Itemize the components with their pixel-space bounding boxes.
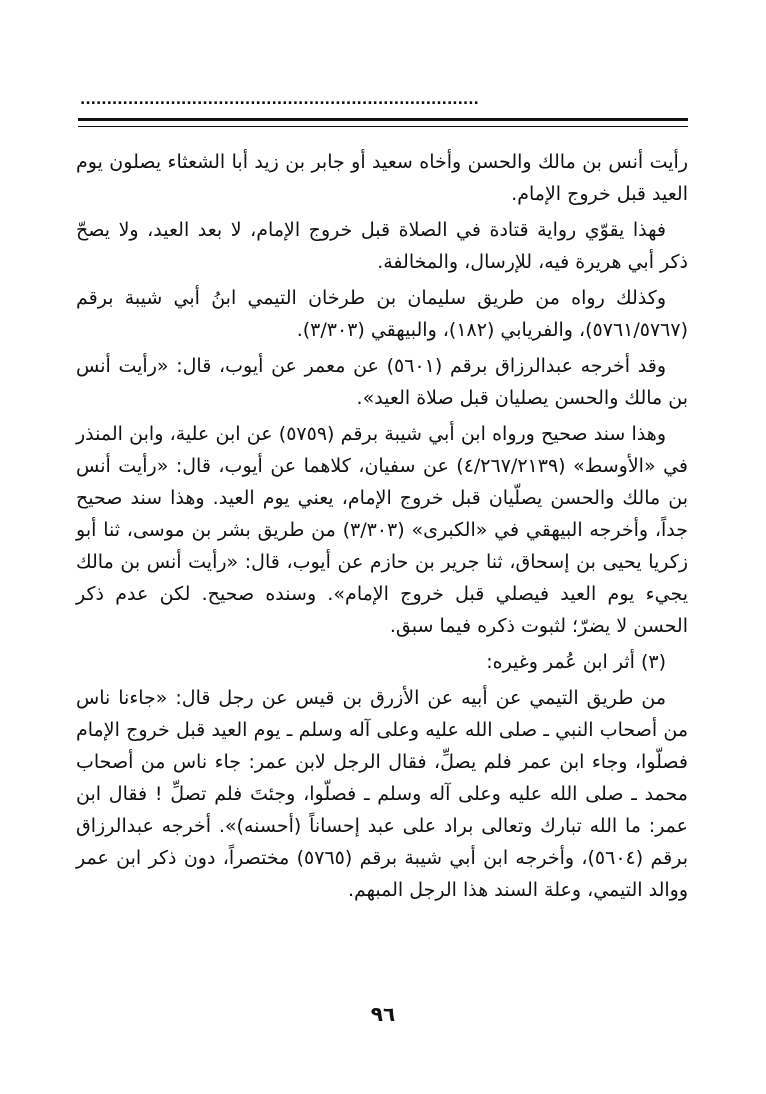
paragraph-sanad: وهذا سند صحيح ورواه ابن أبي شيبة برقم (٥٧٥٩) عن ابن علية، وابن المنذر في «الأوسط» (٤/٢٦٧/٢١٣٩) عن سفيان، كلاهما عن أيوب، قال: «رأيت أنس بن مالك والحسن يصلّيان قبل خروج الإمام، يعني يوم العيد. وهذا سند صحيح جداً، وأخرجه البيهقي في «الكبرى» (٣/٣٠٣) من طريق بشر بن موسى، ثنا أبو زكريا يحيى بن إسحاق، ثنا جرير بن حازم عن أيوب، قال: «رأيت أنس بن مالك يجيء يوم العيد فيصلي قبل خروج الإمام». وسنده صحيح. لكن عدم ذكر الحسن لا يضرّ؛ لثبوت ذكره فيما سبق. xyxy=(76,423,689,637)
paragraph-taymi: من طريق التيمي عن أبيه عن الأزرق بن قيس عن رجل قال: «جاءنا ناس من أصحاب النبي ـ صلى الله عليه وعلى آله وسلم ـ يوم العيد قبل خروج الإمام فصلّوا، وجاء ابن عمر فلم يصلِّ، فقال الرجل لابن عمر: جاء ناس من أصحاب محمد ـ صلى الله عليه وعلى آله وسلم ـ فصلّوا، وجئتَ فلم تصلِّ ! فقال ابن عمر: ما الله تبارك وتعالى براد على عبد إحساناً (أحسنه)». أخرجه عبدالرزاق برقم (٥٦٠٤)، وأخرجه ابن أبي شيبة برقم (٥٧٦٥) مختصراً، دون ذكر ابن عمر ووالد التيمي، وعلة السند هذا الرجل المبهم. xyxy=(76,687,688,901)
page-body xyxy=(76,146,688,910)
header-rule-thick xyxy=(78,118,688,121)
paragraph-abdulrazzaq: وقد أخرجه عبدالرزاق برقم (٥٦٠١) عن معمر عن أيوب، قال: «رأيت أنس بن مالك والحسن يصليان قبل صلاة العيد». xyxy=(76,355,688,409)
header-rule-thin xyxy=(78,126,688,127)
section-heading-ibn-umar: (٣) أثر ابن عُمر وغيره: xyxy=(486,651,666,673)
header-dotted-line: ........................................................................... xyxy=(80,92,479,108)
paragraph-sulayman: وكذلك رواه من طريق سليمان بن طرخان التيمي ابنُ أبي شيبة برقم (٥٧٦١/٥٧٦٧)، والفريابي (١٨٢)، والبيهقي (٣/٣٠٣). xyxy=(76,287,688,341)
paragraph-qatada: فهذا يقوّي رواية قتادة في الصلاة قبل خروج الإمام، لا بعد العيد، ولا يصحّ ذكر أبي هريرة فيه، للإرسال، والمخالفة. xyxy=(76,219,688,273)
page-number: ٩٦ xyxy=(370,1002,396,1026)
paragraph-continuation: رأيت أنس بن مالك والحسن وأخاه سعيد أو جابر بن زيد أبا الشعثاء يصلون يوم العيد قبل خروج الإمام. xyxy=(76,151,688,205)
